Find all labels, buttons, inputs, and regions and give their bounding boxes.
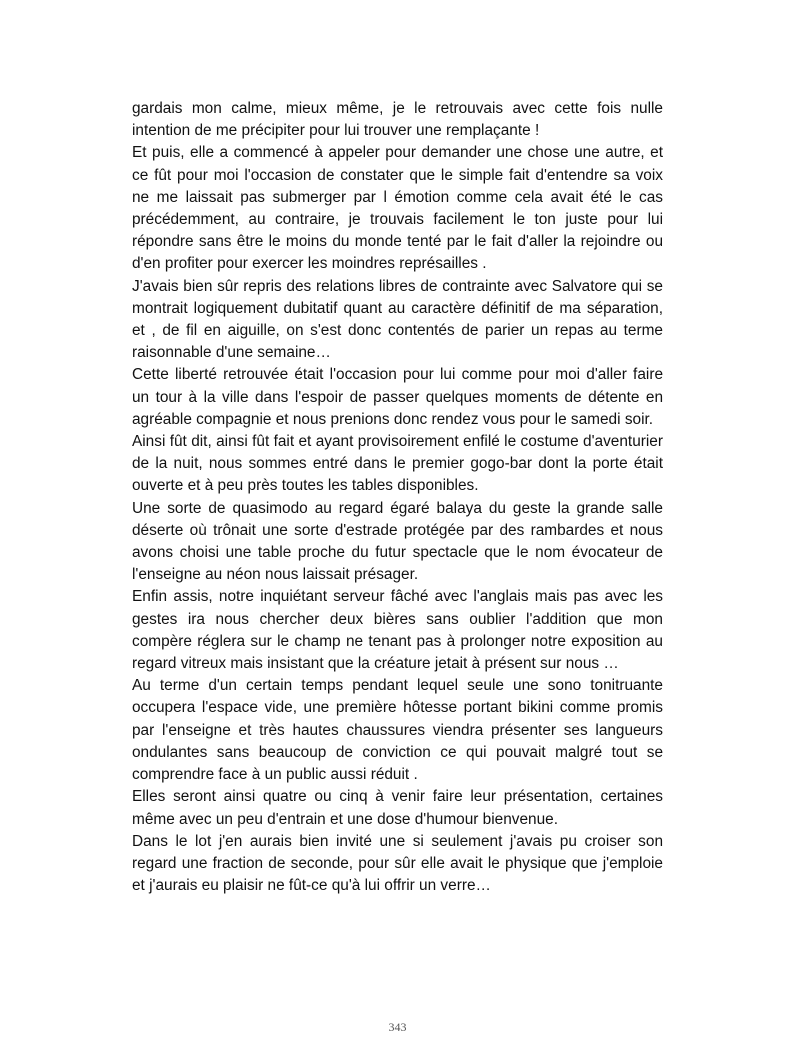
paragraph: Une sorte de quasimodo au regard égaré balaya du geste la grande salle déserte où trônait une sorte d'estrade protégée par des rambardes et nous avons choisi une table proche du futur spectacle que le nom évocateur de l'enseigne au néon nous laissait présager. (132, 499, 663, 584)
paragraph: Au terme d'un certain temps pendant lequel seule une sono tonitruante occupera l'espace vide, une première hôtesse portant bikini comme promis par l'enseigne et très hautes chaussures viendra présenter ses langueurs ondulantes sans beaucoup de conviction ce qui pouvait malgré tout se comprendre face à un public aussi réduit . (132, 677, 663, 784)
paragraph: gardais mon calme, mieux même, je le retrouvais avec cette fois nulle intention de me précipiter pour lui trouver une remplaçante ! (132, 100, 663, 140)
paragraph: Et puis, elle a commencé à appeler pour demander une chose une autre, et ce fût pour moi l'occasion de constater que le simple fait d'entendre sa voix ne me laissait pas submerger par l émotion comme cela avait été le cas précédemment, au contraire, je trouvais facilement le ton juste pour lui répondre sans être le moins du monde tenté par le fait d'aller la rejoindre ou d'en profiter pour exercer les moindres représailles . (132, 144, 663, 273)
paragraph: Ainsi fût dit, ainsi fût fait et ayant provisoirement enfilé le costume d'aventurier de la nuit, nous sommes entré dans le premier gogo-bar dont la porte était ouverte et à peu près toutes les tables disponibles. (132, 433, 663, 495)
paragraph: Cette liberté retrouvée était l'occasion pour lui comme pour moi d'aller faire un tour à la ville dans l'espoir de passer quelques moments de détente en agréable compagnie et nous prenions donc rendez vous pour le samedi soir. (132, 366, 663, 428)
paragraph: Enfin assis, notre inquiétant serveur fâché avec l'anglais mais pas avec les gestes ira nous chercher deux bières sans oublier l'addition que mon compère réglera sur le champ ne tenant pas à prolonger notre exposition au regard vitreux mais insistant que la créature jetait à présent sur nous … (132, 588, 663, 673)
page-number: 343 (388, 1020, 407, 1034)
paragraph: Dans le lot j'en aurais bien invité une si seulement j'avais pu croiser son regard une fraction de seconde, pour sûr elle avait le physique que j'emploie et j'aurais eu plaisir ne fût-ce qu'à lui offrir un verre… (132, 832, 663, 895)
paragraph: Elles seront ainsi quatre ou cinq à venir faire leur présentation, certaines même avec un peu d'entrain et une dose d'humour bienvenue. (132, 788, 663, 828)
document-body (132, 98, 663, 897)
paragraph: J'avais bien sûr repris des relations libres de contrainte avec Salvatore qui se montrait logiquement dubitatif quant au caractère définitif de ma séparation, et , de fil en aiguille, on s'est donc contentés de parier un repas au terme raisonnable d'une semaine… (132, 277, 663, 362)
